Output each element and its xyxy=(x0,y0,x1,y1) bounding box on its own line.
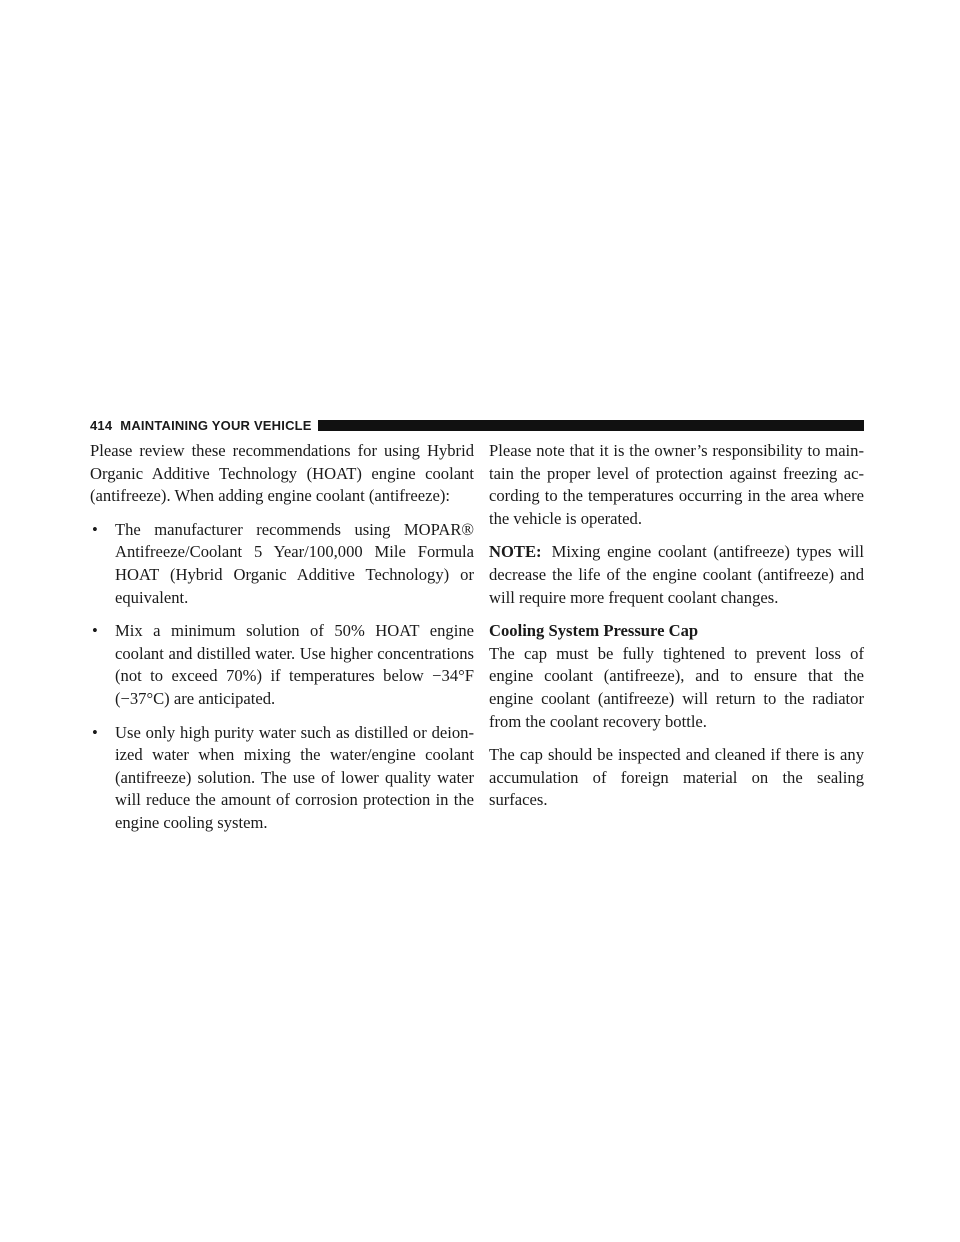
list-item xyxy=(90,519,474,609)
intro-paragraph: Please review these recommendations for using Hybrid Organic Additive Technology (HOAT) engine coolant (antifreeze). When adding engine coolant (antifreeze): xyxy=(90,441,474,506)
header-rule xyxy=(318,420,864,431)
note-label: NOTE: xyxy=(489,542,542,562)
list-item xyxy=(90,620,474,710)
pressure-cap-paragraph: The cap must be fully tightened to prevent loss of engine coolant (antifreeze), and to ensure that the engine coolant (antifreeze) will return to the radiator from the coolant recovery bottle. xyxy=(489,643,864,731)
list-item-text: Mix a minimum solution of 50% HOAT engine coolant and distilled water. Use higher concentrations (not to exceed 70%) if temperatures below −34°F (−37°C) are anticipated. xyxy=(115,621,474,708)
list-item-text: The manufacturer recommends using MOPAR® Antifreeze/Coolant 5 Year/100,000 Mile Formula HOAT (Hybrid Organic Additive Technology) or equivalent. xyxy=(115,519,474,607)
page-number: 414 xyxy=(90,417,113,433)
section-title: MAINTAINING YOUR VEHICLE xyxy=(120,417,312,433)
bullet-icon: • xyxy=(92,722,98,742)
list-item-text: Use only high purity water such as distilled or deion-ized water when mixing the water/engine coolant (antifreeze) solution. The use of lower quality water will reduce the amount of corrosion protection in the engine cooling system. xyxy=(115,722,474,832)
bullet-icon: • xyxy=(92,621,98,641)
bullet-icon: • xyxy=(92,519,98,539)
note-text: Mixing engine coolant (antifreeze) types will decrease the life of the engine coolant (antifreeze) and will require more frequent coolant changes. xyxy=(489,542,864,607)
note-paragraph xyxy=(489,541,864,609)
inspection-paragraph: The cap should be inspected and cleaned if there is any accumulation of foreign material on the sealing surfaces. xyxy=(489,745,864,810)
page-header xyxy=(90,416,864,434)
left-column xyxy=(90,440,474,846)
responsibility-paragraph: Please note that it is the owner’s responsibility to main-tain the proper level of protection against freezing ac-cording to the temperatures occurring in the area where the vehicle is operated. xyxy=(489,441,864,528)
recommendation-list xyxy=(90,519,474,835)
right-column xyxy=(489,440,864,823)
section-heading: Cooling System Pressure Cap xyxy=(489,621,699,641)
list-item xyxy=(90,722,474,835)
